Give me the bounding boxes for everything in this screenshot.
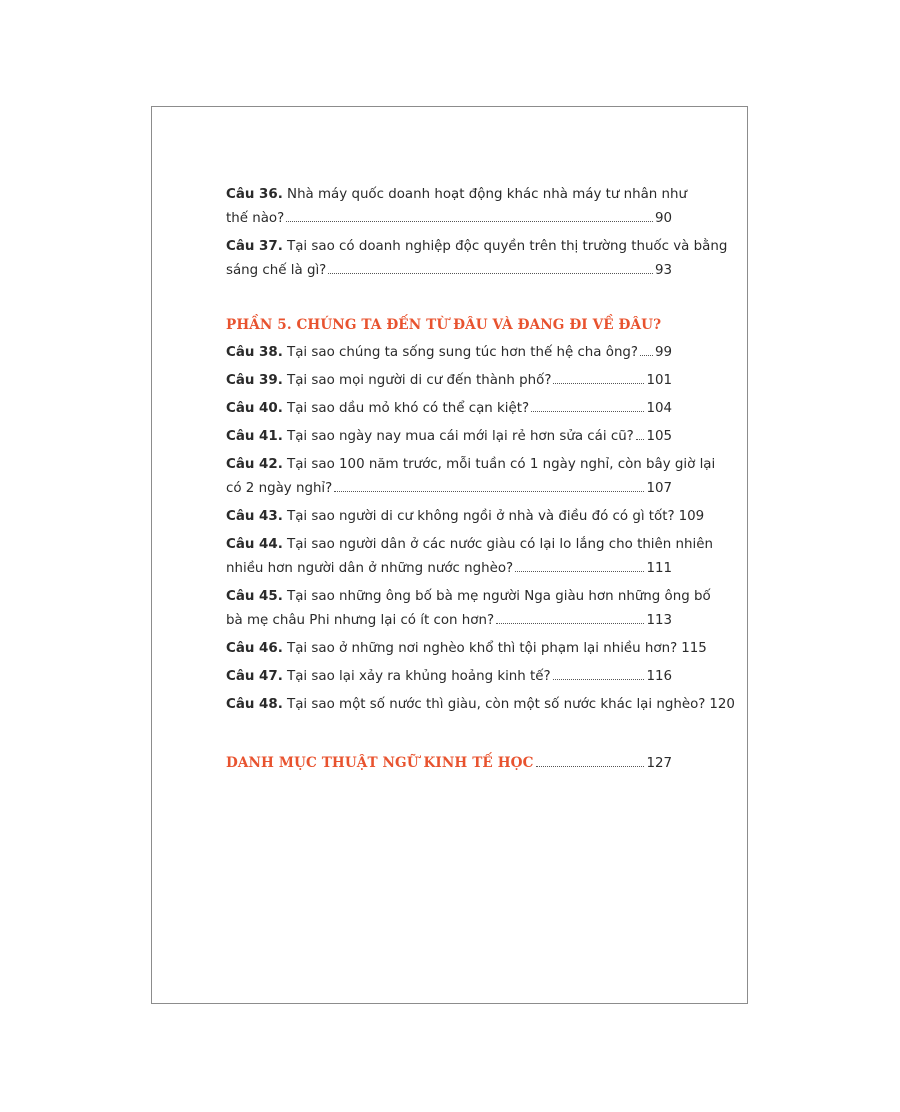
leader-dots <box>640 354 653 356</box>
entry-title: Tại sao có doanh nghiệp độc quyền trên thị trường thuốc và bằng <box>287 239 728 254</box>
entry-number: Câu 36. <box>226 187 283 202</box>
toc-entry <box>226 637 707 661</box>
page-number: 104 <box>646 401 672 416</box>
page-number: 113 <box>646 613 672 628</box>
toc-entry <box>226 453 716 501</box>
page-number: 105 <box>646 429 672 444</box>
entry-title: Tại sao dầu mỏ khó có thể cạn kiệt? <box>287 401 530 416</box>
glossary-entry <box>226 751 672 776</box>
entry-title: Tại sao chúng ta sống sung túc hơn thế hệ cha ông? <box>287 345 639 360</box>
entry-title: Tại sao một số nước thì giàu, còn một số nước khác lại nghèo? <box>287 697 706 712</box>
toc-entry <box>226 533 713 581</box>
glossary-heading: DANH MỤC THUẬT NGỮ KINH TẾ HỌC <box>226 755 534 771</box>
entry-title: Tại sao ở những nơi nghèo khổ thì tội phạm lại nhiều hơn? <box>287 641 678 656</box>
leader-dots <box>636 438 645 440</box>
toc-content <box>226 183 735 776</box>
entry-title-cont: có 2 ngày nghỉ? <box>226 481 333 496</box>
toc-entry <box>226 341 672 365</box>
leader-dots <box>553 382 644 384</box>
entry-title-cont: nhiều hơn người dân ở những nước nghèo? <box>226 561 514 576</box>
toc-entry <box>226 665 672 689</box>
entry-number: Câu 38. <box>226 345 283 360</box>
entry-title-cont: sáng chế là gì? <box>226 263 327 278</box>
entry-number: Câu 44. <box>226 537 283 552</box>
leader-dots <box>536 766 645 767</box>
toc-entry <box>226 369 672 393</box>
entry-title-cont: thế nào? <box>226 211 285 226</box>
entry-number: Câu 37. <box>226 239 283 254</box>
leader-dots <box>553 678 645 680</box>
leader-dots <box>334 490 644 492</box>
part-heading: PHẦN 5. CHÚNG TA ĐẾN TỪ ĐÂU VÀ ĐANG ĐI VỀ ĐÂU? <box>226 317 662 333</box>
entry-number: Câu 45. <box>226 589 283 604</box>
page-number: 115 <box>681 641 707 656</box>
entry-title: Nhà máy quốc doanh hoạt động khác nhà máy tư nhân như <box>287 187 688 202</box>
page-number: 120 <box>709 697 735 712</box>
entry-number: Câu 40. <box>226 401 283 416</box>
page-number: 107 <box>646 481 672 496</box>
toc-entry <box>226 397 672 421</box>
leader-dots <box>515 570 644 572</box>
entry-number: Câu 41. <box>226 429 283 444</box>
book-page <box>151 106 748 1004</box>
leader-dots <box>328 272 653 274</box>
entry-title: Tại sao những ông bố bà mẹ người Nga giàu hơn những ông bố <box>287 589 711 604</box>
entry-title: Tại sao người dân ở các nước giàu có lại lo lắng cho thiên nhiên <box>287 537 713 552</box>
entry-number: Câu 42. <box>226 457 283 472</box>
entry-title: Tại sao lại xảy ra khủng hoảng kinh tế? <box>287 669 551 684</box>
entry-title: Tại sao mọi người di cư đến thành phố? <box>287 373 552 388</box>
leader-dots <box>531 410 644 412</box>
page-number: 93 <box>654 263 672 278</box>
toc-entry <box>226 585 711 633</box>
entry-title-cont: bà mẹ châu Phi nhưng lại có ít con hơn? <box>226 613 495 628</box>
page-number: 101 <box>646 373 672 388</box>
toc-entry <box>226 425 672 449</box>
entry-title: Tại sao ngày nay mua cái mới lại rẻ hơn sửa cái cũ? <box>287 429 634 444</box>
page-number: 109 <box>678 509 705 524</box>
toc-entry <box>226 505 705 529</box>
entry-number: Câu 47. <box>226 669 283 684</box>
page-number: 111 <box>646 561 672 576</box>
entry-title: Tại sao người di cư không ngồi ở nhà và điều đó có gì tốt? <box>287 509 675 524</box>
entry-number: Câu 43. <box>226 509 283 524</box>
entry-number: Câu 46. <box>226 641 283 656</box>
entry-number: Câu 48. <box>226 697 283 712</box>
page-number: 99 <box>654 345 672 360</box>
page-number: 127 <box>646 756 672 771</box>
page-number: 90 <box>654 211 672 226</box>
leader-dots <box>286 220 653 222</box>
page-number: 116 <box>646 669 672 684</box>
entry-number: Câu 39. <box>226 373 283 388</box>
entry-title: Tại sao 100 năm trước, mỗi tuần có 1 ngày nghỉ, còn bây giờ lại <box>287 457 716 472</box>
toc-entry <box>226 235 728 283</box>
leader-dots <box>496 622 644 624</box>
toc-entry <box>226 693 735 717</box>
toc-entry <box>226 183 688 231</box>
